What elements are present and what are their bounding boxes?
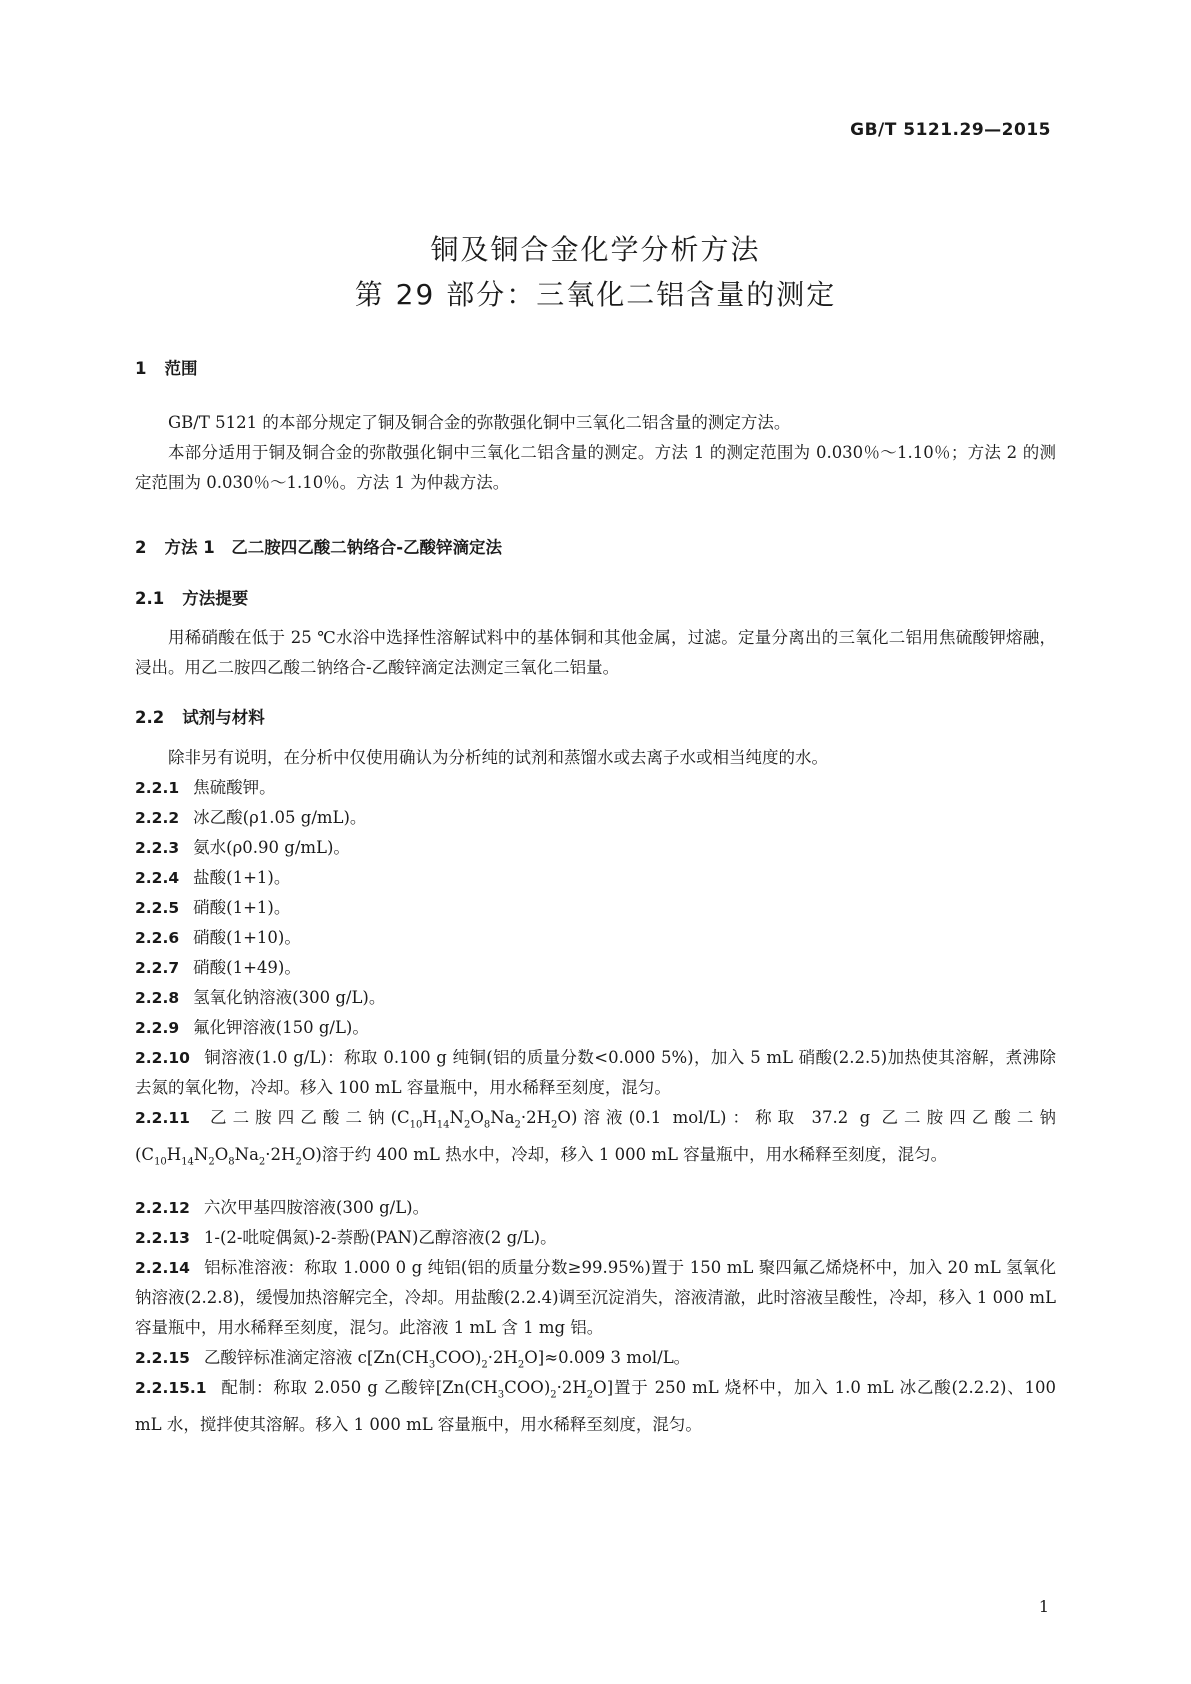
paragraph: GB/T 5121 的本部分规定了铜及铜合金的弥散强化铜中三氧化二铝含量的测定方法。 xyxy=(168,413,791,432)
section-number: 2.2 xyxy=(135,708,165,727)
list-item: 2.2.7 硝酸(1+49)。 xyxy=(135,958,301,977)
list-item: 2.2.15.1 配制：称取 2.050 g 乙酸锌$[Zn(CH_3COO)_2\cdot 2H_2O]$置于 250 mL 烧杯中，加入 1.0 mL 冰乙酸(2.2.2)、100 mL 水，搅拌使其溶解。移入 1 000 mL 容量瓶中，用水稀释至刻度，混匀。 xyxy=(135,1378,1056,1435)
list-item: 2.2.4 盐酸(1+1)。 xyxy=(135,868,291,887)
list-item: 2.2.6 硝酸(1+10)。 xyxy=(135,928,301,947)
paragraph: 除非另有说明，在分析中仅使用确认为分析纯的试剂和蒸馏水或去离子水或相当纯度的水。 xyxy=(168,748,828,767)
section-title: 方法提要 xyxy=(182,589,249,608)
section-title: 试剂与材料 xyxy=(182,708,265,727)
list-item: 2.2.2 冰乙酸(ρ1.05 g/mL)。 xyxy=(135,808,367,827)
list-item: 2.2.9 氟化钾溶液(150 g/L)。 xyxy=(135,1018,369,1037)
section-title: 范围 xyxy=(164,359,198,378)
standard-number: GB/T 5121.29—2015 xyxy=(850,120,1051,140)
list-item: 2.2.3 氨水(ρ0.90 g/mL)。 xyxy=(135,838,350,857)
list-item: 2.2.13 1-(2-吡啶偶氮)-2-萘酚(PAN)乙醇溶液(2 g/L)。 xyxy=(135,1228,557,1247)
section-number: 2.1 xyxy=(135,589,165,608)
list-item: 2.2.1 焦硫酸钾。 xyxy=(135,778,276,797)
list-item: 2.2.10 铜溶液(1.0 g/L)：称取 0.100 g 纯铜(铝的质量分数<0.000 5%)，加入 5 mL 硝酸(2.2.5)加热使其溶解，煮沸除去氮的氧化物，冷却。移入 100 mL 容量瓶中，用水稀释至刻度，混匀。 xyxy=(135,1048,1056,1097)
section-2-heading xyxy=(135,534,502,558)
section-2-1-heading xyxy=(135,585,248,609)
paragraph: 用稀硝酸在低于 25 ℃水浴中选择性溶解试料中的基体铜和其他金属，过滤。定量分离出的三氧化二铝用焦硫酸钾熔融，浸出。用乙二胺四乙酸二钠络合-乙酸锌滴定法测定三氧化二铝量。 xyxy=(135,628,1056,677)
list-item: 2.2.15 乙酸锌标准滴定溶液 $c[Zn(CH_3COO)_2\cdot 2H_2O]\approx 0.009$ 3 mol/L。 xyxy=(135,1348,691,1371)
list-item: 2.2.8 氢氧化钠溶液(300 g/L)。 xyxy=(135,988,386,1007)
document-title: 铜及铜合金化学分析方法 xyxy=(430,233,761,266)
section-number: 2 xyxy=(135,538,147,557)
page-number: 1 xyxy=(1038,1597,1049,1616)
section-1-heading xyxy=(135,355,197,379)
section-number: 1 xyxy=(135,359,147,378)
paragraph: 本部分适用于铜及铜合金的弥散强化铜中三氧化二铝含量的测定。方法 1 的测定范围为 0.030％～1.10％；方法 2 的测定范围为 0.030％～1.10％。方法 1 为仲裁方法。 xyxy=(135,443,1056,492)
list-item: 2.2.5 硝酸(1+1)。 xyxy=(135,898,291,917)
section-title: 方法 1 乙二胺四乙酸二钠络合-乙酸锌滴定法 xyxy=(164,538,503,557)
document-subtitle: 第 29 部分：三氧化二铝含量的测定 xyxy=(354,278,837,311)
section-2-2-heading xyxy=(135,704,265,728)
list-item: 2.2.12 六次甲基四胺溶液(300 g/L)。 xyxy=(135,1198,430,1217)
list-item: 2.2.11 乙二胺四乙酸二钠$(C_{10}H_{14}N_2O_8Na_2\cdot 2H_2O)$溶液(0.1 mol/L)：称取 37.2 g 乙二胺四乙酸二钠$(C_{10}H_{14}N_2O_8Na_2\cdot 2H_2O)$溶于约 400 mL 热水中，冷却，移入 1 000 mL 容量瓶中，用水稀释至刻度，混匀。 xyxy=(135,1108,1057,1168)
list-item: 2.2.14 铝标准溶液：称取 1.000 0 g 纯铝(铝的质量分数≥99.95%)置于 150 mL 聚四氟乙烯烧杯中，加入 20 mL 氢氧化钠溶液(2.2.8)，缓慢加热溶解完全，冷却。用盐酸(2.2.4)调至沉淀消失，溶液清澈，此时溶液呈酸性，冷却，移入 1 000 mL 容量瓶中，用水稀释至刻度，混匀。此溶液 1 mL 含 1 mg 铝。 xyxy=(135,1258,1056,1337)
